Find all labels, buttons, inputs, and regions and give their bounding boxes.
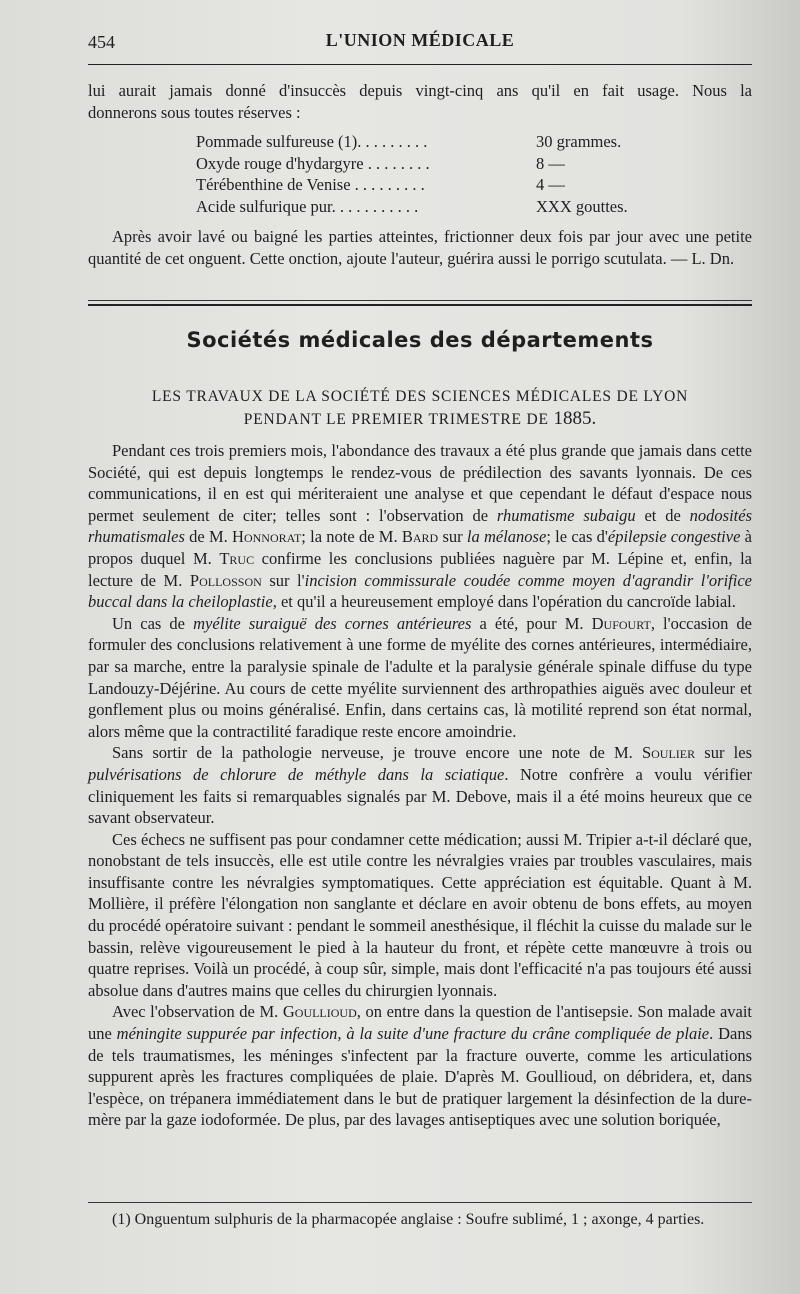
- text-run: Sans sortir de la pathologie nerveuse, je trouve encore une note de M.: [112, 743, 642, 763]
- text-run: ; la note de M.: [301, 527, 402, 547]
- text-run: . Notre confrère a voulu vérifier cliniquement les faits si remarquables signalés par M. Debove, mais il a été moins heureux que ce savant observateur.: [88, 764, 752, 828]
- italic-term: pulvérisations de chlorure de méthyle dans la sciatique: [88, 764, 505, 784]
- author-name: Goullioud: [282, 1002, 357, 1022]
- author-name: Pollosson: [189, 570, 262, 590]
- text-run: de M.: [184, 527, 233, 547]
- recipe-row: [196, 174, 646, 196]
- recipe-ingredient: Térébenthine de Venise . . . . . . . . .: [196, 175, 425, 194]
- author-name: Bard: [401, 527, 439, 547]
- article-subtitle: [88, 386, 752, 431]
- after-recipe-paragraph: [88, 226, 752, 269]
- article-body: [88, 440, 752, 1131]
- section-title: Sociétés médicales des départements: [186, 328, 654, 352]
- text-run: , on entre dans la question de l'antisepsie. Son malade avait une: [88, 1002, 753, 1044]
- italic-term: myélite suraiguë des cornes antérieures: [193, 613, 472, 633]
- paragraph-3: [88, 742, 752, 828]
- paragraph-1: [88, 440, 752, 613]
- text-run: et de: [635, 505, 690, 525]
- after-recipe-text: Après avoir lavé ou baigné les parties atteintes, frictionner deux fois par jour avec une petite quantité de cet onguent. Cette onction, ajoute l'auteur, guérira aussi le porrigo scutulata. — L. Dn.: [88, 227, 752, 268]
- section-rule-bottom: [88, 304, 752, 306]
- header-rule: [88, 64, 752, 65]
- running-title: L'UNION MÉDICALE: [325, 30, 515, 50]
- text-run: Un cas de: [112, 613, 194, 633]
- footnote-text: (1) Onguentum sulphuris de la pharmacopée anglaise : Soufre sublimé, 1 ; axonge, 4 parties.: [112, 1211, 705, 1228]
- italic-term: méningite suppurée par infection, à la suite d'une fracture du crâne compliquée de plaie: [116, 1024, 710, 1044]
- author-name: Dufourt: [591, 613, 651, 633]
- recipe-ingredient: Acide sulfurique pur. . . . . . . . . . .: [196, 196, 419, 216]
- text-run: sur les: [695, 743, 752, 763]
- italic-term: épilepsie congestive: [607, 527, 741, 547]
- text-run: , et qu'il a heureusement employé dans l'opération du cancroïde labial.: [272, 592, 736, 612]
- recipe-quantity: XXX gouttes.: [536, 196, 628, 216]
- author-name: Honnorat: [232, 527, 302, 547]
- italic-term: la mélanose: [466, 527, 547, 547]
- footnote-rule: [88, 1202, 752, 1203]
- recipe-ingredient: Pommade sulfureuse (1). . . . . . . . .: [196, 132, 428, 151]
- text-run: à propos duquel M.: [88, 527, 753, 568]
- intro-line-2: donnerons sous toutes réserves :: [88, 102, 301, 122]
- text-run: ; le cas d': [546, 527, 608, 547]
- intro-line-1: lui aurait jamais donné d'insuccès depuis vingt-cinq ans qu'il en fait usage. Nous la: [88, 81, 752, 100]
- text-run: , l'occasion de formuler des conclusions relativement à une forme de myélite des cornes antérieures, intermédiaire, par sa marche, entre la paralysie spinale de l'adulte et la paralysie générale spinale diffuse du type Landouzy-Déjérine. Au cours de cette myélite surviennent des arthropathies aiguës avec douleur et gonflement plus ou moins généralisé. Enfin, dans certains cas, là motilité reprend son état normal, alors même que la contractilité faradique reste encore amoindrie.: [88, 613, 752, 741]
- italic-term: incision commissurale coudée comme moyen d'agrandir l'orifice buccal dans la cheiloplastie: [88, 570, 752, 612]
- paragraph-2: [88, 613, 752, 743]
- author-name: Soulier: [641, 743, 696, 763]
- recipe-quantity: 8 —: [536, 153, 565, 173]
- recipe-list: [196, 131, 646, 217]
- paragraph-4: Ces échecs ne suffisent pas pour condamner cette médication; aussi M. Tripier a-t-il déclaré que, nonobstant de tels insuccès, elle est utile contre les névralgies vraies par troubles vasculaires, mais insuffisante contre les névralgies symptomatiques. Cette appréciation est équitable. Quant à M. Mollière, il préfère l'élongation non sanglante et déclare en avoir obtenu de bons effets, au moyen du procédé opératoire suivant : pendant le sommeil anesthésique, il fléchit la cuisse du malade sur le bassin, relève vigoureusement le pied à la hauteur du front, et répète cette manœuvre à trois ou quatre reprises. Voilà un procédé, à coup sûr, simple, mais dont l'efficacité n'a pas toujours été aussi absolue dans d'autres mains que celles du chirurgien lyonnais.: [88, 829, 752, 1000]
- text-run: sur l': [261, 570, 305, 590]
- footnote: [88, 1210, 752, 1230]
- recipe-row: [196, 131, 646, 153]
- recipe-quantity: 4 —: [536, 175, 565, 194]
- text-run: sur: [438, 527, 467, 547]
- subtitle-line-2-text: PENDANT LE PREMIER TRIMESTRE DE: [243, 411, 549, 428]
- subtitle-year: 1885.: [553, 408, 597, 429]
- recipe-row: [196, 153, 646, 175]
- text-run: a été, pour M.: [471, 613, 592, 633]
- page-header: [88, 30, 752, 56]
- paragraph-5: [88, 1001, 752, 1131]
- italic-term: nodosités rhumatismales: [88, 505, 752, 547]
- subtitle-line-2: [88, 408, 752, 431]
- subtitle-line-1: LES TRAVAUX DE LA SOCIÉTÉ DES SCIENCES MÉDICALES DE LYON: [151, 388, 689, 405]
- italic-term: rhumatisme subaigu: [496, 505, 636, 525]
- section-rule-top: [88, 300, 752, 301]
- recipe-quantity: 30 grammes.: [536, 132, 622, 151]
- text-run: . Dans de tels traumatismes, les méninges s'infectent par la fracture ouverte, comme les articulations suppurent après les fractures compliquées de plaie. D'après M. Goullioud, on débridera, et, dans l'espèce, on trépanera immédiatement dans le but de pratiquer largement la désinfection de la dure-mère par la gaze iodoformée. De plus, par des lavages antiseptiques avec une solution boriquée,: [88, 1024, 752, 1130]
- intro-text: [88, 80, 752, 123]
- recipe-ingredient: Oxyde rouge d'hydargyre . . . . . . . .: [196, 153, 430, 173]
- text-run: Avec l'observation de M.: [112, 1002, 283, 1022]
- recipe-row: [196, 196, 646, 218]
- page-number: 454: [88, 32, 115, 52]
- text-run: confirme les conclusions publiées naguère par M. Lépine et, enfin, la lecture de M.: [88, 548, 752, 590]
- text-run: Pendant ces trois premiers mois, l'abondance des travaux a été plus grande que jamais dans cette Société, qui est depuis longtemps le rendez-vous de prédilection des savants lyonnais. De ces communications, il en est qui mériteraient une analyse et que cependant le défaut d'espace nous permet seulement de citer; telles sont : l'observation de: [88, 441, 752, 525]
- author-name: Truc: [219, 548, 255, 568]
